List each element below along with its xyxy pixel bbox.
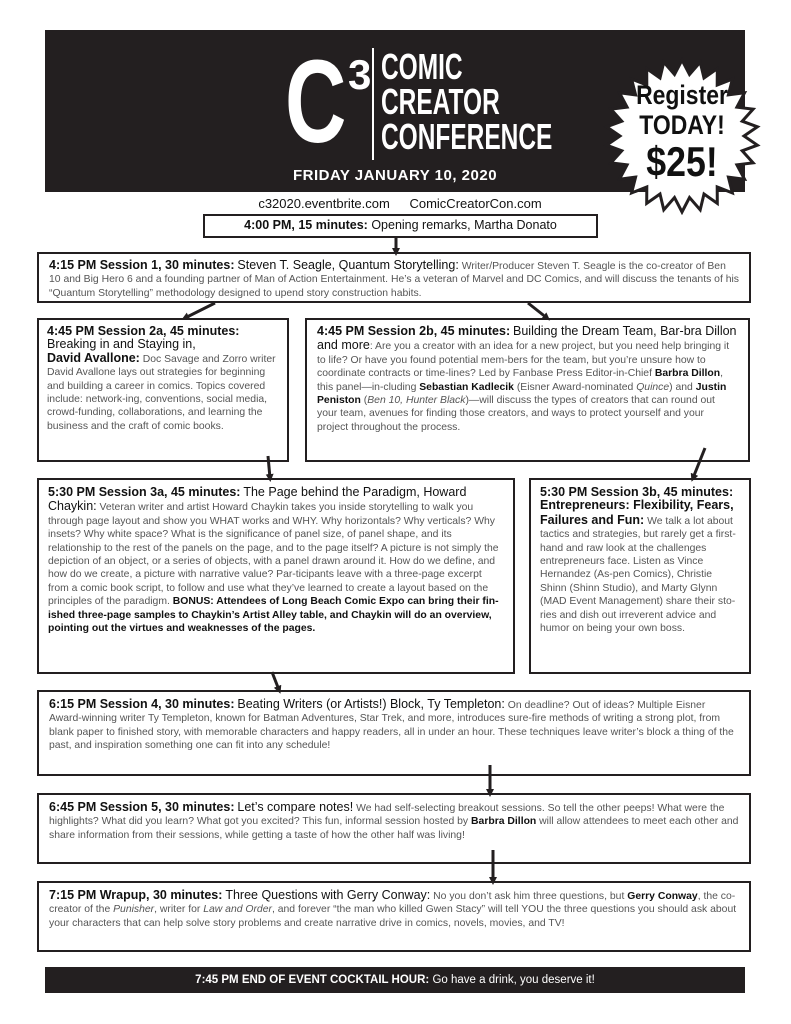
wrapup-desc-2: , the co-creator of the [49,891,736,916]
wrapup-desc-3: , writer for [154,904,204,916]
session-2a-subtitle-1: Breaking in and Staying in, [47,337,196,352]
logo-wordmark [381,46,553,157]
urls-row [200,196,600,211]
session-2a-box [37,318,289,462]
session-1-desc: Writer/Producer Steven T. Seagle is the co-creator of Ben 10 and Big Hero 6 and a founding partner of Man of Action Entertainment. He’s a veteran of Marvel and DC Comics, and will discuss the tenants of his “Quantum Storytelling” methodology designed to upend story construction habits. [49,261,740,299]
opening-title: 4:00 PM, 15 minutes: [244,218,368,232]
session-3a-bonus: BONUS: Attendees of Long Beach Comic Expo can bring their fin-ished three-page samples to Chaykin’s Artist Alley table, and Chaykin will do an overview, pointing out the virtues and weaknesses of the pages. [48,596,499,635]
session-2b-subtitle: Building the Dream Team, Bar-bra Dillon and more [317,324,737,353]
event-date: FRIDAY JANUARY 10, 2020 [292,167,498,184]
register-line-2: TODAY! [639,110,725,140]
register-price: $25! [646,138,718,185]
session-2b-name-2: Sebastian Kadlecik [419,381,514,393]
wrapup-box [37,881,751,952]
session-4-subtitle: Beating Writers (or Artists!) Block, Ty Templeton: [237,697,505,711]
session-1-title: 4:15 PM Session 1, 30 minutes: [49,258,235,272]
session-2a-title: 4:45 PM Session 2a, 45 minutes: [47,324,240,338]
session-5-name: Barbra Dillon [471,816,537,828]
session-4-title: 6:15 PM Session 4, 30 minutes: [49,697,235,711]
logo-c: C [285,36,345,168]
session-2b-work-2: Ben 10, Hunter Black [367,395,466,407]
session-2b-name-3: Justin Peniston [317,381,727,407]
session-2b-desc-5: ( [360,395,368,407]
logo-divider [372,48,374,160]
footer-desc: Go have a drink, you deserve it! [432,974,595,986]
session-3b-desc: We talk a lot about tactics and strategies, but rarely get a first-hand and raw look at the challenges entrepreneurs face. Listen as Vince Hernandez (As-pen Comics), Christie Shinn (Shinn Studio), and Marty Glynn (MAD Event Management) share their sto-ries and dish out irreverent advice and humor on being your own boss. [540,515,736,635]
session-5-subtitle: Let’s compare notes! [237,800,354,814]
website-link[interactable]: ComicCreatorCon.com [409,196,542,211]
session-3a-desc: Veteran writer and artist Howard Chaykin takes you inside storytelling to walk you through page layout and show you WHAT works and WHY. Why horizontals? Why verticals? Why insets? Why white space? What is the significance of panel size, of panel shape, and its relationship to the rest of the panels on the page, and to the page itself? A picture is not simply the depiction of an object, or a series of objects, with a panel drawn around it. How do we define, and how do we create, a picture with narrative value? Par-ticipants leave with a three-page excerpt from a comic book script, to follow and use what they’ve learned to create a layout based on the principles of the paradigm. [48,502,499,608]
register-line-1: Register [636,80,728,110]
session-2b-title: 4:45 PM Session 2b, 45 minutes: [317,324,511,338]
logo-line-2: CREATOR [381,81,500,122]
opening-box [203,214,598,238]
wrapup-desc-4: , and forever “the man who killed Gwen Stacy” will tell YOU the three questions you should ask about your characters that can help solve story problems and create narrative drive in comics, novels, movies, and TV! [49,904,737,929]
session-2b-box [305,318,750,462]
session-2a-subtitle-2: David Avallone: [47,350,140,365]
logo-line-1: COMIC [381,46,463,87]
session-2b-desc-6: )—will discuss the types of creators that can round out your team, avenues for finding those creators, and ways to protect yourself and your project throughout the process. [317,395,715,433]
footer-title: 7:45 PM END OF EVENT COCKTAIL HOUR: [195,974,430,986]
session-1-box [37,252,751,303]
session-2b-name-1: Barbra Dillon [654,368,721,380]
eventbrite-link[interactable]: c32020.eventbrite.com [258,196,390,211]
arrow-s1-to-2b [528,303,547,318]
session-2a-desc: Doc Savage and Zorro writer David Avallone lays out strategies for beginning and building a career in comics. Topics covered include: network-ing, conventions, social media, crowd-funding, collaborations, and learning the business and the craft of comic books. [47,353,276,432]
session-2b-work-1: Quince [636,381,670,393]
session-4-box [37,690,751,776]
session-3a-box [37,478,515,674]
session-3a-subtitle: The Page behind the Paradigm, Howard Chaykin: [48,485,467,514]
session-2b-desc-3: (Eisner Award-nominated [513,381,637,393]
opening-desc: Opening remarks, Martha Donato [371,218,557,232]
session-5-box [37,793,751,864]
register-badge[interactable] [603,82,761,183]
arrow-3a-to-s4 [272,672,279,690]
wrapup-desc-1: No you don’t ask him three questions, but [433,891,628,902]
session-3b-box [529,478,751,674]
session-2b-desc-2: , this panel—in-cluding [317,368,723,393]
session-3b-subtitle: Entrepreneurs: Flexibility, Fears, Failures and Fun: [540,498,734,527]
wrapup-work-2: Law and Order [203,904,272,916]
arrow-s1-to-2a [185,303,215,318]
session-4-desc: On deadline? Out of ideas? Multiple Eisner Award-winning writer Ty Templeton, known for Batman Adventures, Star Trek, and more, introduces sure-fire methods of writing a strong plot, from blank paper to finished story, with memorable characters and happy readers, all in under an hour. These techniques leave writer’s block a thing of the past, and inspiration something one can fit into any schedule! [49,700,734,752]
session-5-desc-2: will allow attendees to meet each other and share information from their sessions, while getting a taste of how the other half was living! [49,816,739,841]
logo-superscript: 3 [348,51,372,98]
session-5-desc-1: We had self-selecting breakout sessions. So tell the other peeps! What were the highlights? What did you learn? What got you excited? This fun, informal session hosted by [49,803,725,828]
wrapup-subtitle: Three Questions with Gerry Conway: [225,888,431,902]
session-1-subtitle: Steven T. Seagle, Quantum Storytelling: [237,258,459,272]
footer-banner [45,967,745,993]
wrapup-title: 7:15 PM Wrapup, 30 minutes: [49,888,223,902]
session-3a-title: 5:30 PM Session 3a, 45 minutes: [48,485,241,499]
logo-line-3: CONFERENCE [381,116,553,157]
session-3b-title: 5:30 PM Session 3b, 45 minutes: [540,485,734,499]
wrapup-name: Gerry Conway [627,891,698,902]
wrapup-work-1: Punisher [113,904,155,916]
session-2b-desc-1: : Are you a creator with an idea for a new project, but you need help bringing it to life? Or have you found potential mem-bers for the team, but you’re unsure how to coordinate contracts or time-lines? Led by Fanbase Press Editor-in-Chief [317,341,730,380]
session-5-title: 6:45 PM Session 5, 30 minutes: [49,800,235,814]
session-2b-desc-4: ) and [669,381,696,393]
